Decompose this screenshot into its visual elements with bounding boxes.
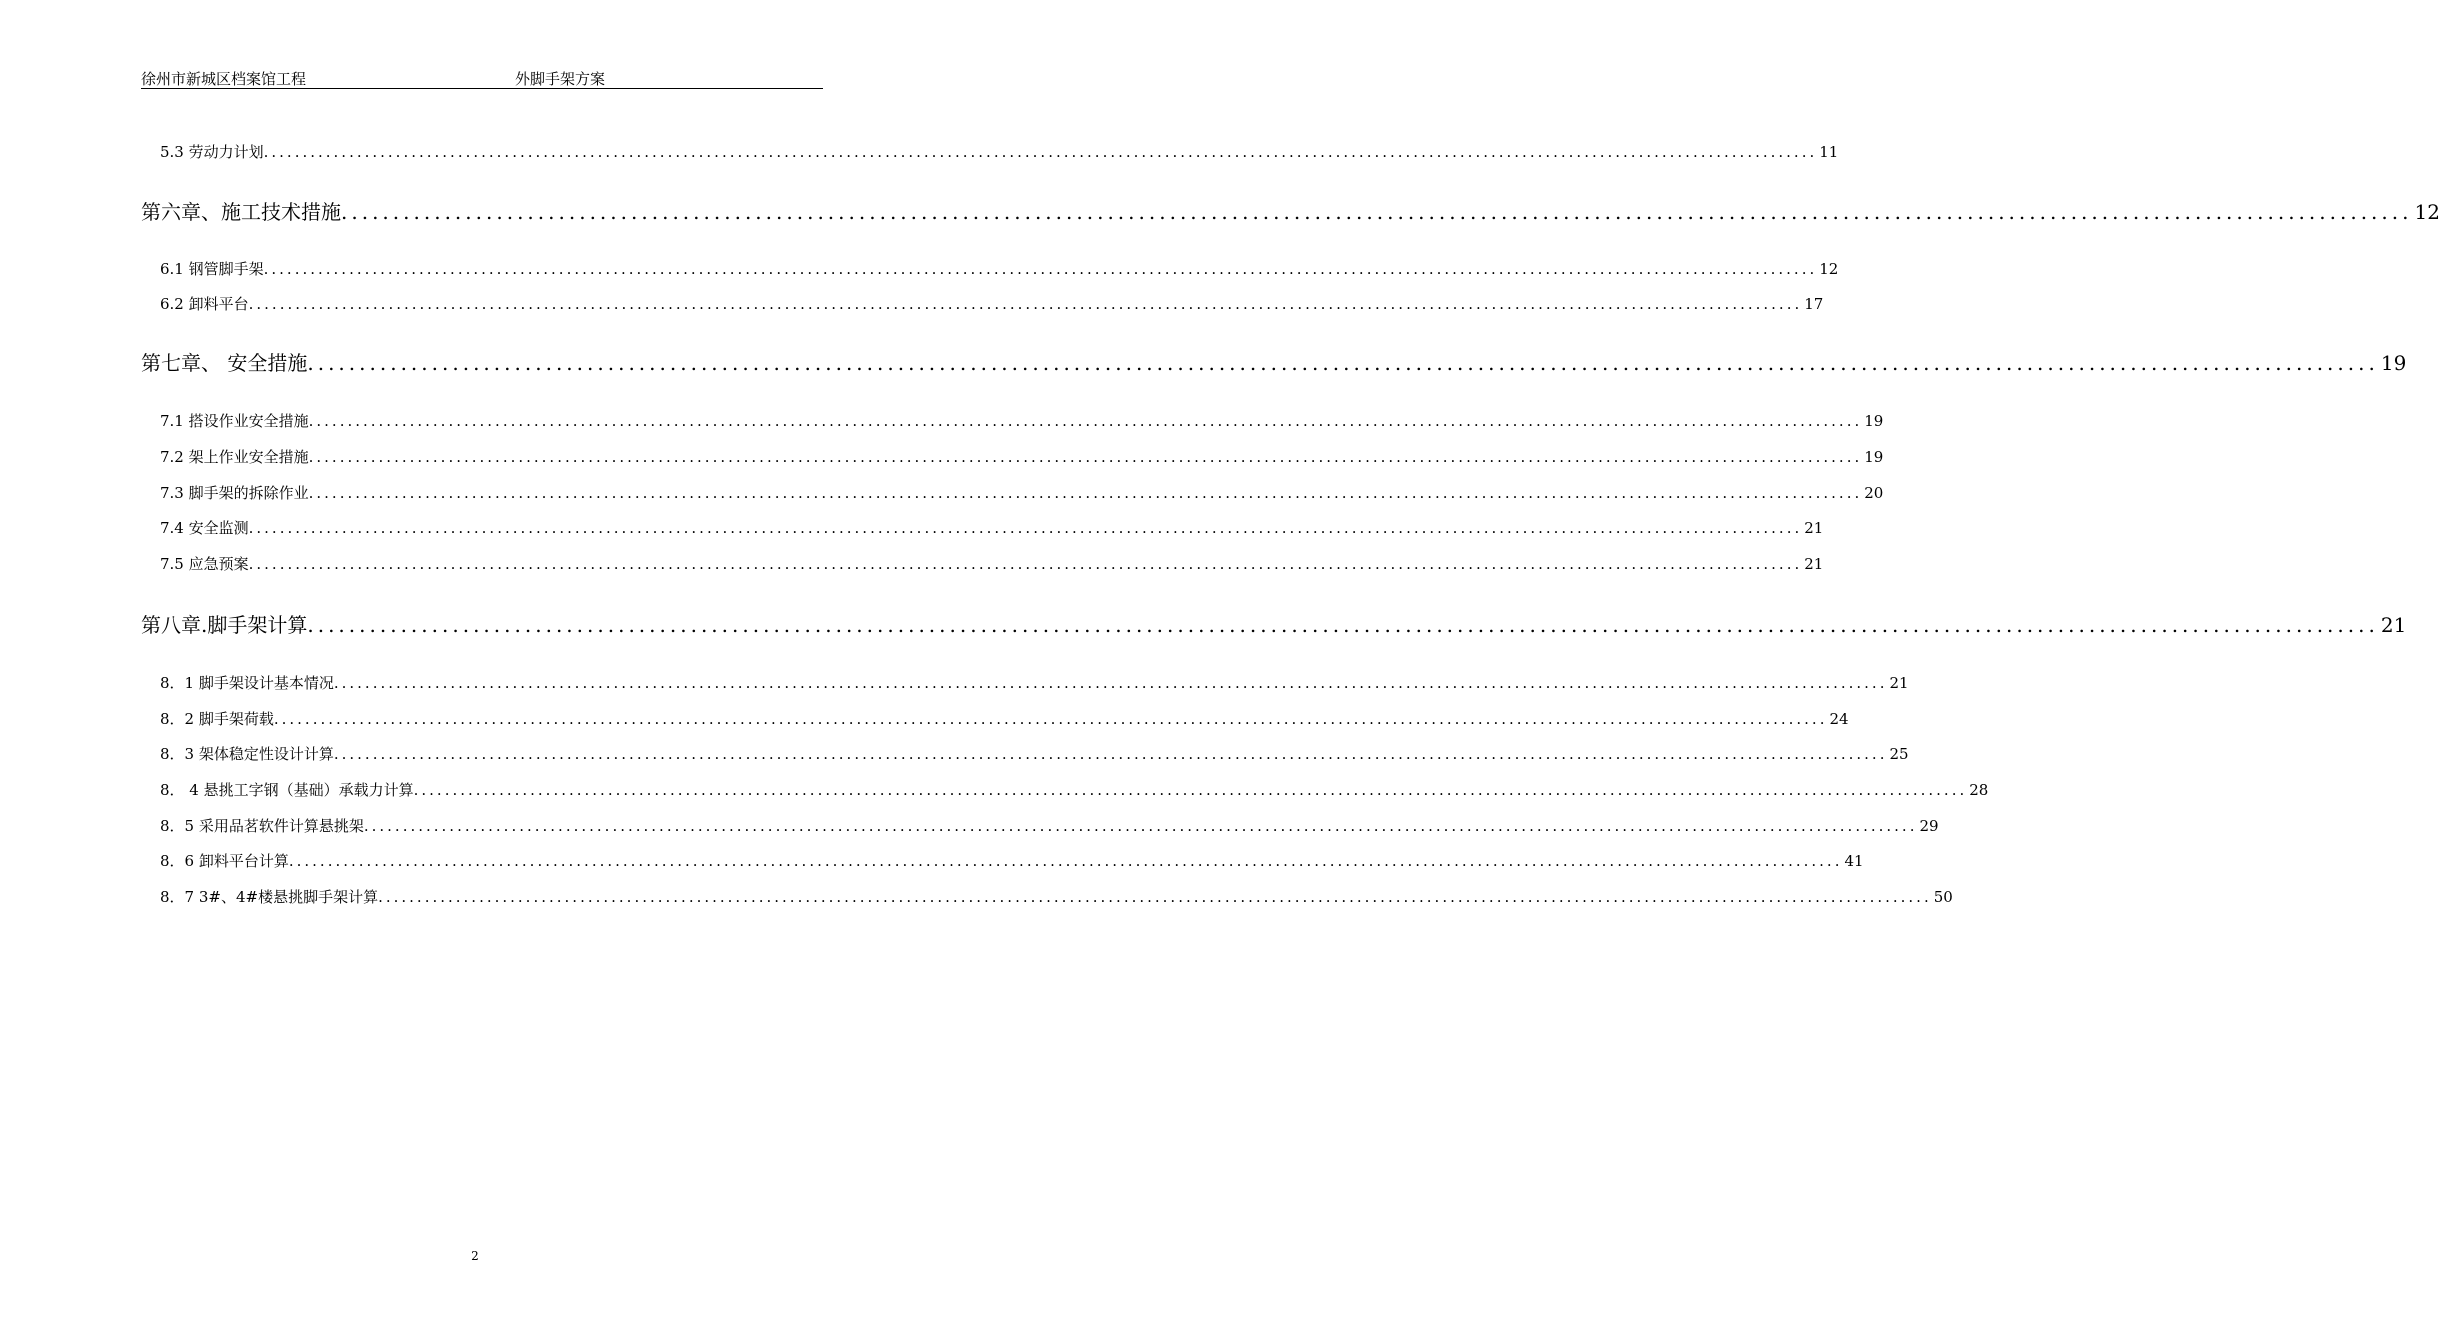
toc-entry-label: 7.3 脚手架的拆除作业 <box>160 484 309 502</box>
toc-section-entry[interactable] <box>141 517 1824 538</box>
toc-entry-page: 19 <box>2380 351 2407 375</box>
toc-entry-label: 6.1 钢管脚手架 <box>160 260 264 278</box>
toc-entry-label: 第八章.脚手架计算 <box>141 613 308 637</box>
page-number: 2 <box>471 1249 479 1263</box>
toc-dot-leader: ........................................................................................................................................................................................................ <box>307 351 2379 375</box>
toc-section-entry[interactable] <box>141 886 1953 907</box>
toc-entry-page: 29 <box>1919 817 1939 835</box>
toc-section-entry[interactable] <box>141 410 1884 431</box>
toc-section-entry[interactable] <box>141 708 1849 729</box>
toc-dot-leader: ........................................................................................................................................................................................................ <box>413 781 1968 799</box>
toc-dot-leader: ........................................................................................................................................................................................................ <box>308 448 1863 466</box>
toc-dot-leader: ........................................................................................................................................................................................................ <box>288 852 1843 870</box>
toc-entry-label: 8．3 架体稳定性设计计算 <box>160 745 334 763</box>
toc-entry-label: 7.5 应急预案 <box>160 555 249 573</box>
toc-entry-page: 21 <box>1804 519 1824 537</box>
toc-chapter-entry[interactable] <box>141 347 2407 376</box>
toc-entry-page: 19 <box>1864 448 1884 466</box>
toc-entry-page: 21 <box>2380 613 2407 637</box>
toc-dot-leader: ........................................................................................................................................................................................................ <box>333 674 1888 692</box>
toc-entry-page: 12 <box>1819 260 1839 278</box>
toc-entry-page: 25 <box>1889 745 1909 763</box>
toc-section-entry[interactable] <box>141 141 1839 162</box>
toc-section-entry[interactable] <box>141 779 1989 800</box>
toc-entry-label: 第六章、施工技术措施 <box>141 200 341 224</box>
toc-section-entry[interactable] <box>141 850 1864 871</box>
toc-dot-leader: ........................................................................................................................................................................................................ <box>333 745 1888 763</box>
toc-dot-leader: ........................................................................................................................................................................................................ <box>363 817 1918 835</box>
toc-entry-label: 6.2 卸料平台 <box>160 295 249 313</box>
toc-entry-label: 7.4 安全监测 <box>160 519 249 537</box>
toc-entry-label: 8．7 3#、4#楼悬挑脚手架计算 <box>160 888 379 906</box>
toc-chapter-entry[interactable] <box>141 609 2407 638</box>
toc-entry-page: 17 <box>1804 295 1824 313</box>
toc-entry-page: 20 <box>1864 484 1884 502</box>
toc-entry-label: 8． 4 悬挑工字钢（基础）承载力计算 <box>160 781 414 799</box>
toc-entry-label: 8．6 卸料平台计算 <box>160 852 289 870</box>
toc-section-entry[interactable] <box>141 743 1909 764</box>
toc-dot-leader: ........................................................................................................................................................................................................ <box>248 519 1803 537</box>
header-project-name: 徐州市新城区档案馆工程 <box>141 70 307 88</box>
toc-chapter-entry[interactable] <box>141 196 2440 225</box>
toc-entry-page: 50 <box>1933 888 1953 906</box>
toc-section-entry[interactable] <box>141 446 1884 467</box>
toc-section-entry[interactable] <box>141 293 1824 314</box>
toc-dot-leader: ........................................................................................................................................................................................................ <box>307 613 2379 637</box>
toc-dot-leader: ........................................................................................................................................................................................................ <box>341 200 2413 224</box>
toc-dot-leader: ........................................................................................................................................................................................................ <box>378 888 1932 906</box>
toc-dot-leader: ........................................................................................................................................................................................................ <box>308 484 1863 502</box>
toc-entry-label: 8．2 脚手架荷载 <box>160 710 274 728</box>
toc-section-entry[interactable] <box>141 258 1839 279</box>
page-header <box>141 66 823 89</box>
toc-entry-label: 7.1 搭设作业安全措施 <box>160 412 309 430</box>
toc-dot-leader: ........................................................................................................................................................................................................ <box>248 295 1803 313</box>
toc-entry-label: 8．1 脚手架设计基本情况 <box>160 674 334 692</box>
toc-entry-page: 21 <box>1804 555 1824 573</box>
toc-entry-page: 21 <box>1889 674 1909 692</box>
toc-entry-page: 41 <box>1844 852 1864 870</box>
toc-entry-page: 11 <box>1819 143 1839 161</box>
toc-entry-label: 8．5 采用品茗软件计算悬挑架 <box>160 817 364 835</box>
toc-entry-page: 12 <box>2414 200 2440 224</box>
toc-dot-leader: ........................................................................................................................................................................................................ <box>248 555 1803 573</box>
toc-entry-page: 28 <box>1969 781 1989 799</box>
toc-dot-leader: ........................................................................................................................................................................................................ <box>273 710 1828 728</box>
header-document-title: 外脚手架方案 <box>515 70 606 88</box>
toc-entry-page: 19 <box>1864 412 1884 430</box>
toc-section-entry[interactable] <box>141 482 1884 503</box>
toc-dot-leader: ........................................................................................................................................................................................................ <box>263 260 1818 278</box>
toc-entry-label: 第七章、 安全措施 <box>141 351 308 375</box>
toc-dot-leader: ........................................................................................................................................................................................................ <box>308 412 1863 430</box>
toc-entry-label: 5.3 劳动力计划 <box>160 143 264 161</box>
toc-section-entry[interactable] <box>141 553 1824 574</box>
toc-section-entry[interactable] <box>141 815 1939 836</box>
toc-entry-page: 24 <box>1829 710 1849 728</box>
toc-section-entry[interactable] <box>141 672 1909 693</box>
toc-entry-label: 7.2 架上作业安全措施 <box>160 448 309 466</box>
toc-dot-leader: ........................................................................................................................................................................................................ <box>263 143 1818 161</box>
